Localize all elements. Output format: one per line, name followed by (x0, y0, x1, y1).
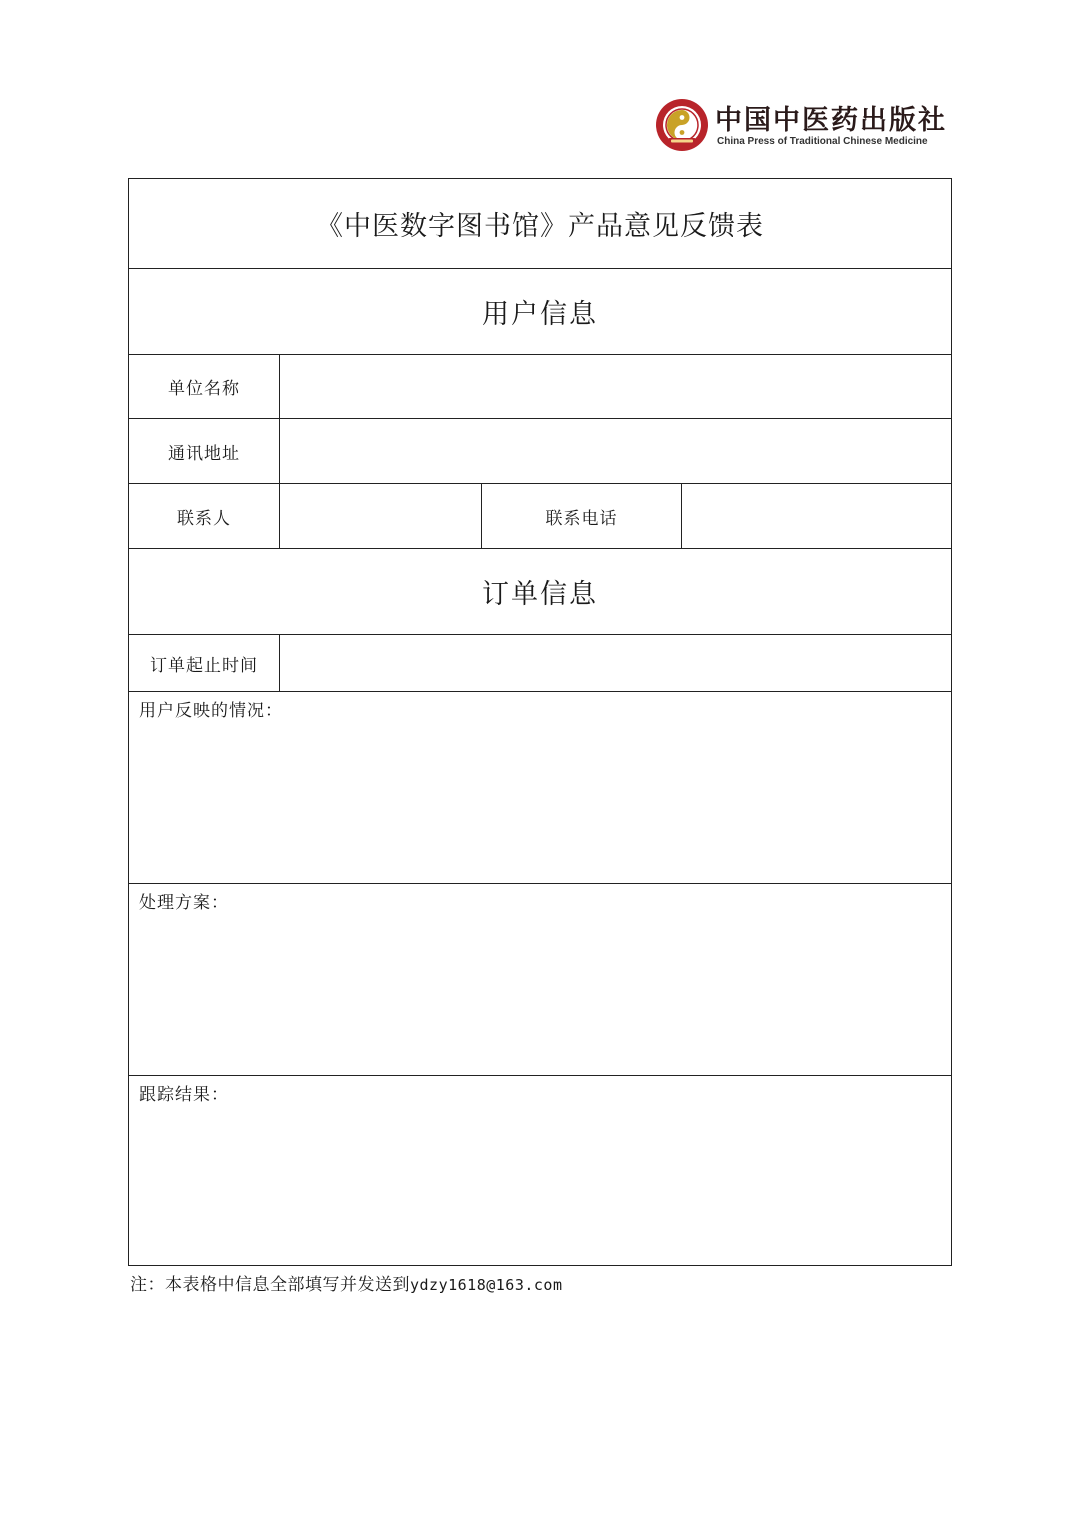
unit-name-row (129, 355, 951, 419)
tracking-area-row[interactable] (129, 1076, 951, 1265)
form-title: 《中医数字图书馆》产品意见反馈表 (316, 211, 764, 242)
solution-area-label: 处理方案： (139, 893, 229, 913)
unit-name-label: 单位名称 (168, 379, 240, 399)
user-info-heading: 用户信息 (482, 299, 598, 330)
solution-area-row[interactable] (129, 884, 951, 1076)
order-info-header-row (129, 549, 951, 635)
order-period-field[interactable] (280, 635, 951, 691)
order-info-heading: 订单信息 (482, 579, 598, 610)
address-field[interactable] (280, 419, 951, 483)
user-info-header-row (129, 269, 951, 355)
address-label: 通讯地址 (168, 443, 240, 464)
footnote-text: 注：本表格中信息全部填写并发送到 (130, 1275, 410, 1295)
publisher-name-en: China Press of Traditional Chinese Medicine (717, 136, 928, 147)
title-row (129, 179, 951, 269)
publisher-seal-icon (655, 98, 709, 152)
feedback-area-label: 用户反映的情况： (139, 701, 283, 721)
contact-phone-label: 联系电话 (545, 508, 618, 529)
feedback-form-table (128, 178, 952, 1266)
contact-phone-field[interactable] (682, 484, 951, 548)
feedback-area-row[interactable] (129, 692, 951, 884)
footnote-email[interactable]: ydzy1618@163.com (410, 1276, 563, 1294)
tracking-area-label: 跟踪结果： (139, 1085, 229, 1105)
footnote (130, 1270, 563, 1295)
contact-person-label: 联系人 (177, 508, 231, 529)
unit-name-field[interactable] (280, 355, 951, 418)
address-row (129, 419, 951, 484)
publisher-logo (655, 96, 947, 156)
publisher-name-cn: 中国中医药出版社 (715, 105, 947, 136)
contact-row (129, 484, 951, 549)
contact-person-field[interactable] (280, 484, 482, 548)
order-period-label: 订单起止时间 (150, 655, 258, 676)
order-period-row (129, 635, 951, 692)
